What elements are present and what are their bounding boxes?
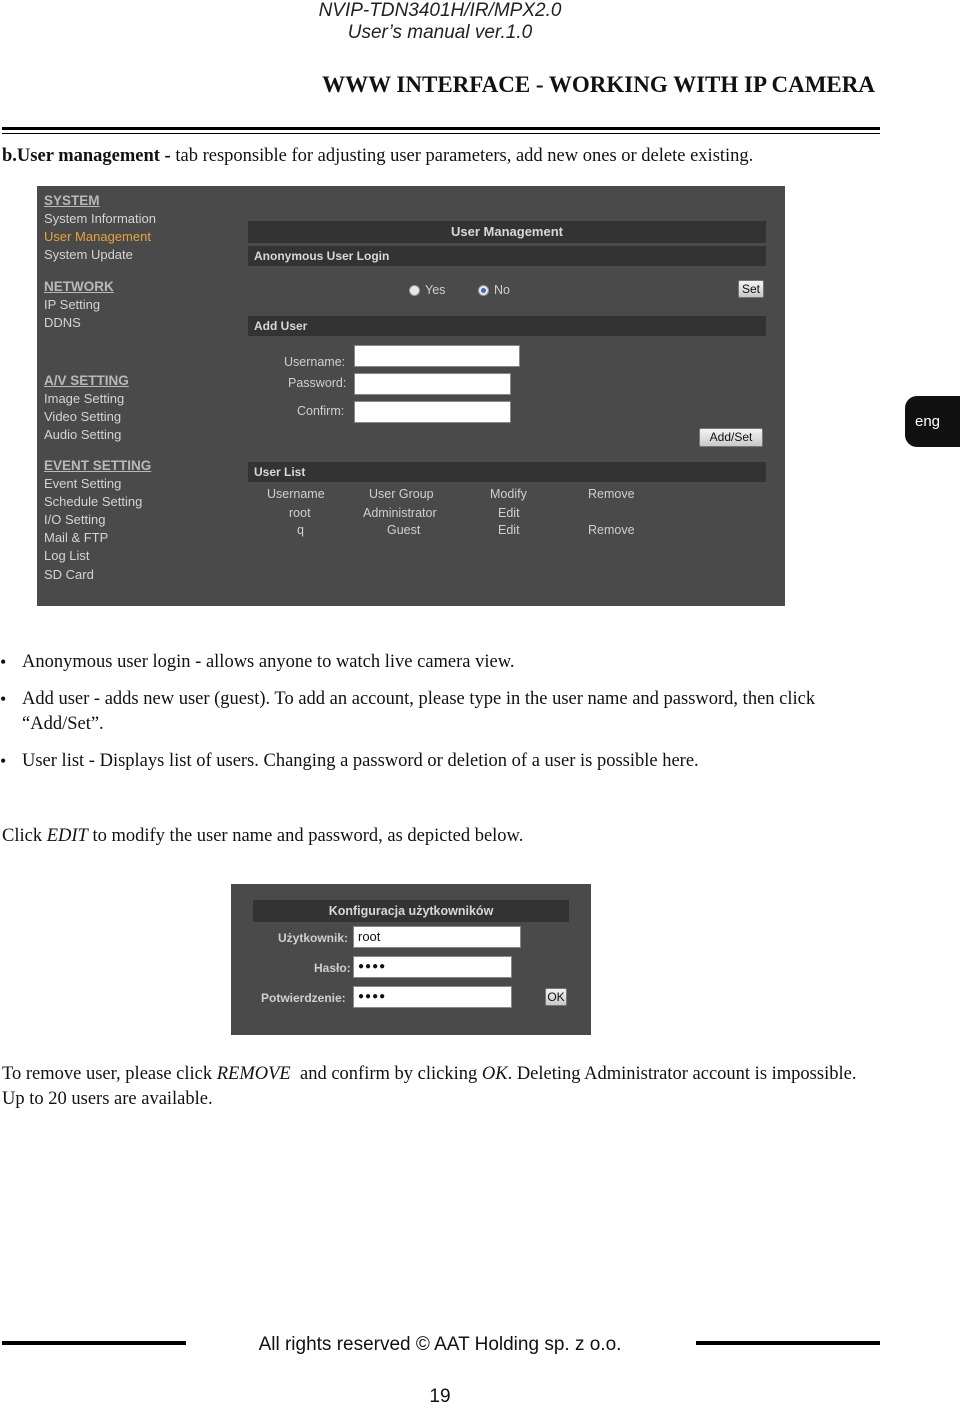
password-input[interactable] bbox=[354, 373, 511, 395]
nav-item-audio-setting[interactable]: Audio Setting bbox=[44, 427, 122, 443]
row-username: q bbox=[297, 523, 304, 537]
sidebar-nav bbox=[44, 192, 239, 584]
nav-section-av-setting[interactable]: A/V SETTING bbox=[44, 373, 129, 389]
col-remove: Remove bbox=[588, 487, 635, 501]
edit-para-em: EDIT bbox=[46, 826, 88, 846]
row-edit-link[interactable]: Edit bbox=[498, 506, 520, 520]
col-user-group: User Group bbox=[369, 487, 434, 501]
edit-user-screenshot bbox=[231, 884, 591, 1035]
page-number: 19 bbox=[429, 1386, 451, 1407]
remove-para-pre: To remove user, please click bbox=[2, 1064, 217, 1084]
confirm-label: Confirm: bbox=[297, 404, 345, 418]
nav-item-user-management[interactable]: User Management bbox=[44, 229, 151, 245]
nav-item-image-setting[interactable]: Image Setting bbox=[44, 391, 125, 407]
nav-item-log-list[interactable]: Log List bbox=[44, 548, 90, 564]
add-set-button[interactable]: Add/Set bbox=[699, 428, 763, 447]
nav-item-event-setting[interactable]: Event Setting bbox=[44, 475, 122, 491]
radio-yes[interactable] bbox=[409, 285, 420, 296]
user-management-screenshot bbox=[37, 186, 785, 606]
nav-item-mail-ftp[interactable]: Mail & FTP bbox=[44, 530, 109, 546]
edit-confirm-input[interactable]: ●●●● bbox=[353, 986, 512, 1008]
anonymous-login-heading: Anonymous User Login bbox=[248, 246, 766, 266]
edit-para-pre: Click bbox=[2, 826, 47, 846]
document-manual-version: User’s manual ver.1.0 bbox=[347, 22, 533, 43]
user-list-heading: User List bbox=[248, 462, 766, 482]
nav-item-io-setting[interactable]: I/O Setting bbox=[44, 512, 106, 528]
edit-confirm-label: Potwierdzenie: bbox=[261, 991, 346, 1005]
username-input[interactable] bbox=[354, 345, 520, 367]
nav-section-network[interactable]: NETWORK bbox=[44, 278, 114, 294]
nav-item-video-setting[interactable]: Video Setting bbox=[44, 409, 122, 425]
col-modify: Modify bbox=[490, 487, 527, 501]
document-model: NVIP-TDN3401H/IR/MPX2.0 bbox=[318, 0, 562, 21]
row-group: Administrator bbox=[363, 506, 437, 520]
edit-panel-title: Konfiguracja użytkowników bbox=[253, 900, 569, 922]
password-label: Password: bbox=[288, 376, 347, 390]
bullet-user-list: • User list - Displays list of users. Changing a password or deletion of a user is possible here. bbox=[0, 749, 880, 774]
nav-item-schedule-setting[interactable]: Schedule Setting bbox=[44, 493, 143, 509]
row-remove-link[interactable]: Remove bbox=[588, 523, 635, 537]
nav-item-system-update[interactable]: System Update bbox=[44, 247, 133, 263]
row-group: Guest bbox=[387, 523, 421, 537]
nav-section-system[interactable]: SYSTEM bbox=[44, 193, 100, 208]
remove-paragraph bbox=[2, 1062, 882, 1112]
set-button[interactable]: Set bbox=[738, 280, 764, 298]
edit-pass-input[interactable]: ●●●● bbox=[353, 956, 512, 978]
edit-user-label: Użytkownik: bbox=[278, 931, 349, 945]
row-edit-link[interactable]: Edit bbox=[498, 523, 520, 537]
radio-yes-label: Yes bbox=[425, 283, 446, 297]
nav-item-sd-card[interactable]: SD Card bbox=[44, 566, 94, 582]
remove-para-mid: and confirm by clicking bbox=[290, 1064, 482, 1084]
radio-no-label: No bbox=[494, 283, 510, 297]
ok-button[interactable]: OK bbox=[545, 988, 567, 1006]
nav-item-ip-setting[interactable]: IP Setting bbox=[44, 296, 101, 312]
footer-rights: All rights reserved © AAT Holding sp. z o.o. bbox=[258, 1334, 622, 1355]
edit-para-post: to modify the user name and password, as depicted below. bbox=[87, 826, 524, 846]
edit-user-input[interactable]: root bbox=[353, 926, 521, 948]
header-rule-thin bbox=[2, 133, 880, 134]
remove-para-post: . Deleting Administrator account is impossible. Up to 20 users are available. bbox=[2, 1064, 857, 1109]
radio-no[interactable] bbox=[478, 285, 489, 296]
bullet-add-user: • Add user - adds new user (guest). To add an account, please type in the user name and password, then click “Add/Set”. bbox=[0, 687, 880, 737]
panel-title: User Management bbox=[248, 221, 766, 243]
remove-para-em1: REMOVE bbox=[216, 1064, 291, 1084]
confirm-input[interactable] bbox=[354, 401, 511, 423]
section-title: WWW INTERFACE - WORKING WITH IP CAMERA bbox=[322, 72, 875, 97]
username-label: Username: bbox=[284, 355, 346, 369]
nav-item-ddns[interactable]: DDNS bbox=[44, 314, 81, 330]
row-username: root bbox=[289, 506, 311, 520]
language-tab: eng bbox=[905, 396, 960, 447]
remove-para-em2: OK bbox=[481, 1064, 508, 1084]
add-user-heading: Add User bbox=[248, 316, 766, 336]
col-username: Username bbox=[267, 487, 325, 501]
nav-section-event-setting[interactable]: EVENT SETTING bbox=[44, 457, 152, 473]
intro-text: tab responsible for adjusting user parameters, add new ones or delete existing. bbox=[170, 146, 754, 166]
header-rule bbox=[2, 127, 880, 130]
bullet-list bbox=[0, 650, 880, 786]
bullet-anonymous: • Anonymous user login - allows anyone to watch live camera view. bbox=[0, 650, 880, 675]
intro-paragraph bbox=[2, 146, 753, 167]
nav-item-system-information[interactable]: System Information bbox=[44, 211, 156, 226]
intro-term: User management - bbox=[16, 146, 171, 166]
edit-pass-label: Hasło: bbox=[314, 961, 351, 975]
edit-paragraph bbox=[2, 824, 523, 849]
intro-prefix: b. bbox=[2, 146, 17, 166]
